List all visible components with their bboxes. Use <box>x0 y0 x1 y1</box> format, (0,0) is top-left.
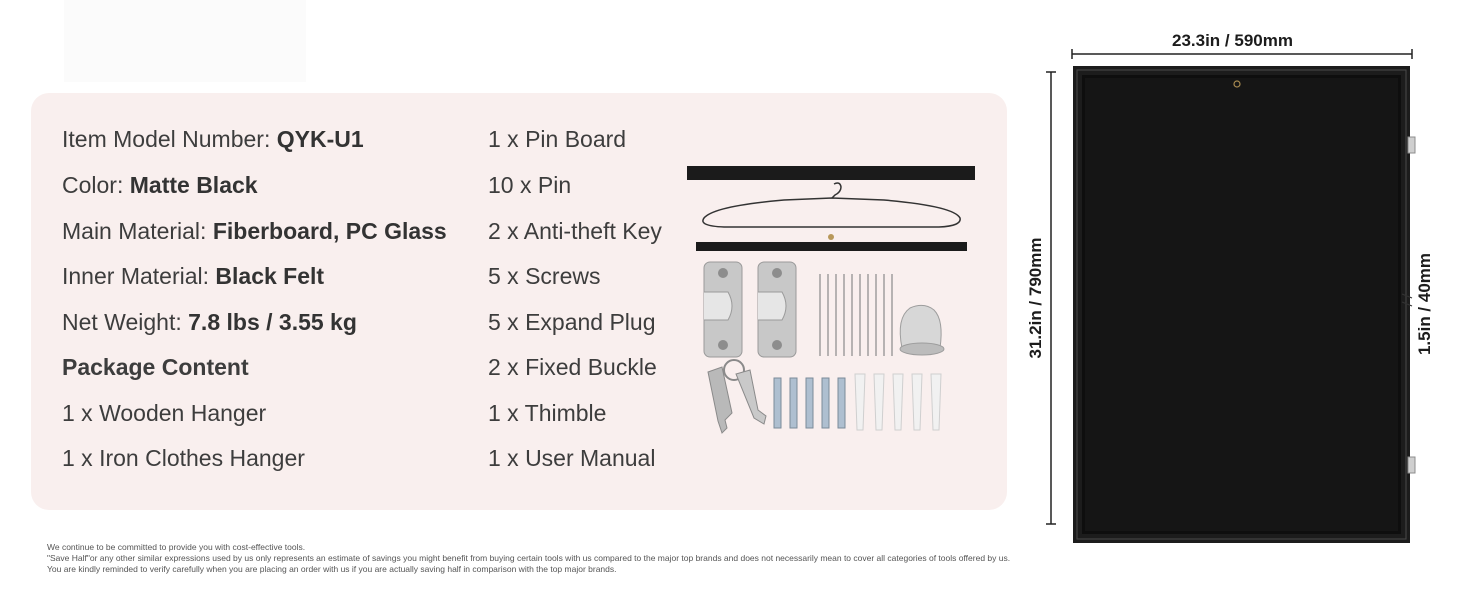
board-frame <box>1073 66 1410 543</box>
net-weight-label: Net Weight: <box>62 309 189 335</box>
depth-dimension-label: 1.5in / 40mm <box>1415 252 1434 356</box>
disclaimer <box>47 542 1010 575</box>
faded-header-image <box>64 0 306 82</box>
package-item-user-manual: 1 x User Manual <box>488 445 656 471</box>
model-number-value: QYK-U1 <box>276 126 364 152</box>
anti-theft-keys <box>708 360 766 433</box>
package-item-wooden-hanger: 1 x Wooden Hanger <box>62 400 267 426</box>
fixed-buckle-right <box>758 262 796 357</box>
inner-material-row <box>62 262 324 290</box>
disclaimer-line: You are kindly reminded to verify carefully when you are placing an order with us if you are actually saving half in comparison with the top major brands. <box>47 564 617 574</box>
package-content-heading: Package Content <box>62 354 249 380</box>
pin-board-illustration <box>1040 40 1460 560</box>
main-material-row <box>62 217 447 245</box>
hinge-top <box>1408 137 1415 153</box>
fixed-buckle-left <box>704 262 742 357</box>
disclaimer-line: We continue to be committed to provide you with cost-effective tools. <box>47 542 306 552</box>
package-item-expand-plug: 5 x Expand Plug <box>488 309 656 335</box>
package-item-pin-board: 1 x Pin Board <box>488 126 627 152</box>
accessories-illustration <box>684 160 980 450</box>
iron-clothes-hanger <box>703 183 960 227</box>
expand-plugs <box>855 374 941 430</box>
width-dimension-line <box>1072 49 1412 59</box>
inner-material-value: Black Felt <box>215 263 325 289</box>
net-weight-value: 7.8 lbs / 3.55 kg <box>188 309 357 335</box>
height-dimension-label: 31.2in / 790mm <box>1026 237 1045 359</box>
main-material-value: Fiberboard, PC Glass <box>212 218 447 244</box>
wooden-hanger-bottom-bar <box>696 242 967 251</box>
color-value: Matte Black <box>129 172 258 198</box>
package-item-thimble: 1 x Thimble <box>488 400 607 426</box>
package-item-screws: 5 x Screws <box>488 263 601 289</box>
color-row <box>62 171 258 199</box>
inner-material-label: Inner Material: <box>62 263 216 289</box>
disclaimer-line: "Save Half"or any other similar expressions used by us only represents an estimate of savings you might benefit from buying certain tools with us compared to the major top brands and does not necessarily mean to cover all categories of tools offered by us. <box>47 553 1011 563</box>
model-number-row <box>62 125 364 153</box>
net-weight-row <box>62 308 357 336</box>
height-dimension-line <box>1046 72 1056 524</box>
package-item-fixed-buckle: 2 x Fixed Buckle <box>488 354 657 380</box>
felt-surface <box>1085 78 1398 531</box>
color-label: Color: <box>62 172 130 198</box>
pins <box>820 274 892 356</box>
main-material-label: Main Material: <box>62 218 213 244</box>
hanger-hook-dot <box>828 234 834 240</box>
model-number-label: Item Model Number: <box>62 126 277 152</box>
package-item-iron-hanger: 1 x Iron Clothes Hanger <box>62 445 305 471</box>
width-dimension-label: 23.3in / 590mm <box>1172 31 1293 50</box>
hinge-bottom <box>1408 457 1415 473</box>
package-item-pin: 10 x Pin <box>488 172 572 198</box>
wooden-hanger-top-bar <box>687 166 975 180</box>
package-item-anti-theft-key: 2 x Anti-theft Key <box>488 218 662 244</box>
screws <box>774 378 845 428</box>
thimble <box>900 305 944 355</box>
